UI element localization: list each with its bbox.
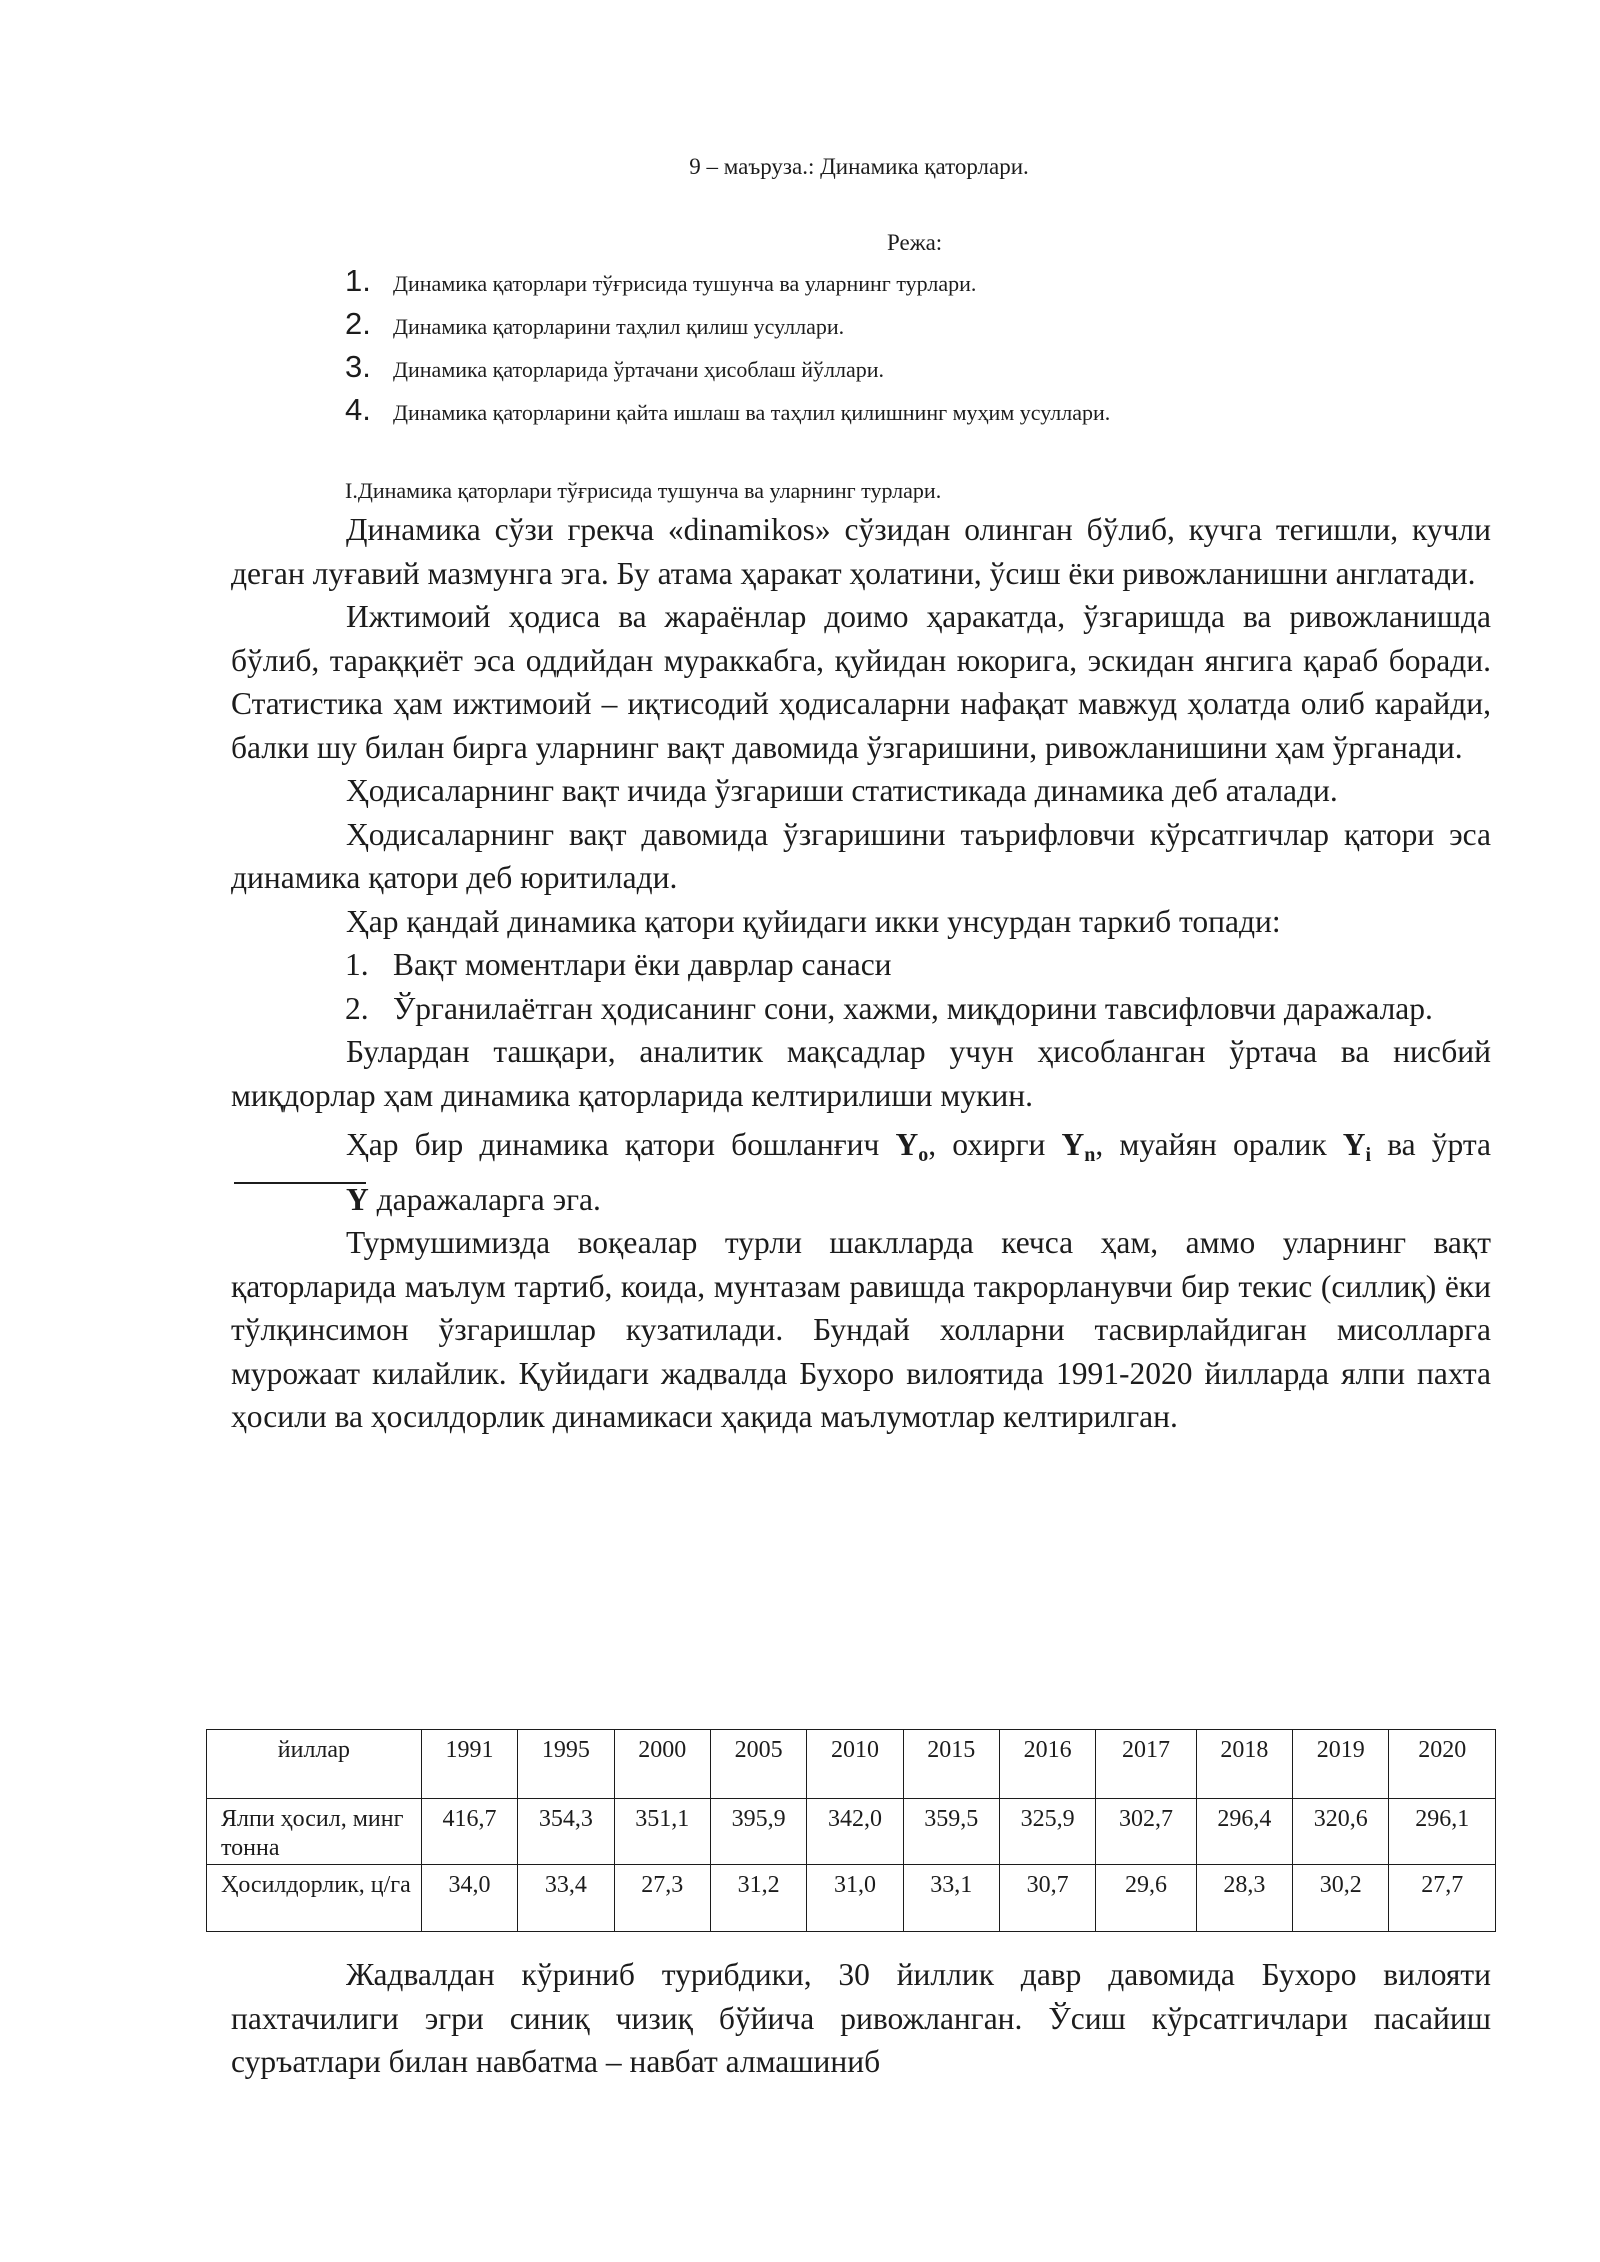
table-year-cell: 2010: [807, 1730, 903, 1799]
table-header-row: [207, 1730, 1496, 1799]
table-cell: 342,0: [807, 1799, 903, 1865]
plan-item-text: Динамика қаторларини қайта ишлаш ва таҳлил қилишнинг муҳим усуллари.: [393, 400, 1111, 425]
table-cell: 296,4: [1196, 1799, 1292, 1865]
list-item-text: Ўрганилаётган ҳодисанинг сони, хажми, миқдорини тавсифловчи даражалар.: [393, 990, 1433, 1026]
list-item: [231, 987, 1491, 1031]
paragraph: Ижтимоий ҳодиса ва жараёнлар доимо ҳаракатда, ўзгаришда ва ривожланишда бўлиб, тараққиёт эса оддийдан мураккабга, қуйидан юкорига, эскидан янгига қараб боради. Статистика ҳам ижтимоий – иқтисодий ҳодисаларни нафақат мавжуд ҳолатда олиб карайди, балки шу билан бирга уларнинг вақт давомида ўзгаришини, ривожланишини ҳам ўрганади.: [231, 599, 1491, 765]
table-row-label: Ялпи ҳосил, минг тонна: [207, 1799, 422, 1865]
list-item-text: Вақт моментлари ёки даврлар санаси: [393, 947, 892, 982]
table-cell: 325,9: [999, 1799, 1095, 1865]
paragraph-levels: [231, 1123, 1491, 1221]
symbol-y0: $Y_o$: [895, 1127, 929, 1166]
table-cell: 28,3: [1196, 1865, 1292, 1932]
table-year-cell: 2020: [1389, 1730, 1496, 1799]
levels-text: Ҳар бир динамика қатори бошланғич: [346, 1127, 896, 1162]
levels-text: , охирги: [928, 1127, 1062, 1162]
plan-item-number: 1.: [345, 263, 371, 298]
table-cell: 31,0: [807, 1865, 903, 1932]
paragraph: Ҳодисаларнинг вақт давомида ўзгаришини таърифловчи кўрсатгичлар қатори эса динамика қатори деб юритилади.: [231, 816, 1491, 895]
paragraph: Динамика сўзи грекча «dinamikos» сўзидан олинган бўлиб, кучга тегишли, кучли деган луғавий мазмунга эга. Бу атама ҳаракат ҳолатини, ўсиш ёки ривожланишни англатади.: [231, 512, 1491, 591]
table-year-cell: 2000: [614, 1730, 710, 1799]
table-cell: 27,3: [614, 1865, 710, 1932]
symbol-yn: $Y_n$: [1061, 1127, 1096, 1166]
table-cell: 33,4: [518, 1865, 614, 1932]
plan-item: [345, 263, 1495, 306]
plan-item-text: Динамика қаторлари тўғрисида тушунча ва уларнинг турлари.: [393, 271, 977, 296]
table-cell: 416,7: [421, 1799, 517, 1865]
table-cell: 34,0: [421, 1865, 517, 1932]
plan-item-number: 4.: [345, 392, 371, 427]
paragraph: Ҳар қандай динамика қатори қуйидаги икки унсурдан таркиб топади:: [346, 903, 1281, 939]
table-cell: 31,2: [710, 1865, 806, 1932]
table-cell: 351,1: [614, 1799, 710, 1865]
table-year-cell: 1991: [421, 1730, 517, 1799]
plan-item-text: Динамика қаторларида ўртачани ҳисоблаш йўллари.: [393, 357, 885, 382]
table-cell: 33,1: [903, 1865, 999, 1932]
table-row: [207, 1799, 1496, 1865]
table-cell: 354,3: [518, 1799, 614, 1865]
paragraph: Жадвалдан кўриниб турибдики, 30 йиллик давр давомида Бухоро вилояти пахтачилиги эгри синиқ чизиқ бўйича ривожланган. Ўсиш кўрсатгичлари пасайиш суръатлари билан навбатма – навбат алмашиниб: [231, 1957, 1491, 2079]
table-cell: 320,6: [1293, 1799, 1389, 1865]
levels-text: , муайян оралик: [1095, 1127, 1343, 1162]
plan-item-number: 2.: [345, 306, 371, 341]
table-year-cell: 2018: [1196, 1730, 1292, 1799]
table-year-cell: 2015: [903, 1730, 999, 1799]
table-row-label: Ҳосилдорлик, ц/га: [207, 1865, 422, 1932]
paragraph: Булардан ташқари, аналитик мақсадлар учун ҳисобланган ўртача ва нисбий миқдорлар ҳам динамика қаторларида келтирилиши мукин.: [231, 1034, 1491, 1113]
plan-item-number: 3.: [345, 349, 371, 384]
list-item: [231, 943, 1491, 987]
table-cell: 395,9: [710, 1799, 806, 1865]
table-cell: 302,7: [1096, 1799, 1196, 1865]
plan-item: [345, 392, 1495, 435]
table-year-cell: 2005: [710, 1730, 806, 1799]
plan-title: Режа:: [887, 230, 943, 255]
plan-item: [345, 306, 1495, 349]
list-item-number: 2.: [345, 990, 369, 1026]
levels-text: даражаларга эга.: [368, 1181, 601, 1217]
list-item-number: 1.: [345, 947, 369, 982]
plan-item-text: Динамика қаторларини таҳлил қилиш усуллари.: [393, 314, 845, 339]
body-text-block: [231, 1953, 1491, 2084]
elements-list: [231, 943, 1491, 1030]
table-cell: 30,7: [999, 1865, 1095, 1932]
plan-list: [345, 263, 1495, 435]
paragraph: Ҳодисаларнинг вақт ичида ўзгариши статистикада динамика деб аталади.: [346, 773, 1338, 808]
table-cell: 359,5: [903, 1799, 999, 1865]
table-cell: 27,7: [1389, 1865, 1496, 1932]
table-cell: 30,2: [1293, 1865, 1389, 1932]
table-header-label: йиллар: [207, 1730, 422, 1799]
cotton-data-table: [206, 1729, 1496, 1932]
section-heading: I.Динамика қаторлари тўғрисида тушунча ва уларнинг турлари.: [345, 478, 942, 503]
table-year-cell: 2019: [1293, 1730, 1389, 1799]
plan-item: [345, 349, 1495, 392]
table-cell: 29,6: [1096, 1865, 1196, 1932]
lecture-title: 9 – маъруза.: Динамика қаторлари.: [689, 154, 1029, 179]
table-year-cell: 2016: [999, 1730, 1095, 1799]
paragraph: Турмушимизда воқеалар турли шаклларда кечса ҳам, аммо уларнинг вақт қаторларида маълум тартиб, коида, мунтазам равишда такрорланувчи бир текис (силлиқ) ёки тўлқинсимон ўзгаришлар кузатилади. Бундай холларни тасвирлайдиган мисолларга мурожаат килайлик. Қуйидаги жадвалда Бухоро вилоятида 1991-2020 йилларда ялпи пахта ҳосили ва ҳосилдорлик динамикаси ҳақида маълумотлар келтирилган.: [231, 1225, 1491, 1434]
table-year-cell: 1995: [518, 1730, 614, 1799]
symbol-yi: $Y_i$: [1342, 1127, 1372, 1166]
table-row: [207, 1865, 1496, 1932]
table-year-cell: 2017: [1096, 1730, 1196, 1799]
table-cell: 296,1: [1389, 1799, 1496, 1865]
levels-text: ва ўрта: [1371, 1127, 1492, 1162]
symbol-y-bar: Y: [231, 1178, 369, 1222]
body-text-block: [231, 508, 1491, 1439]
